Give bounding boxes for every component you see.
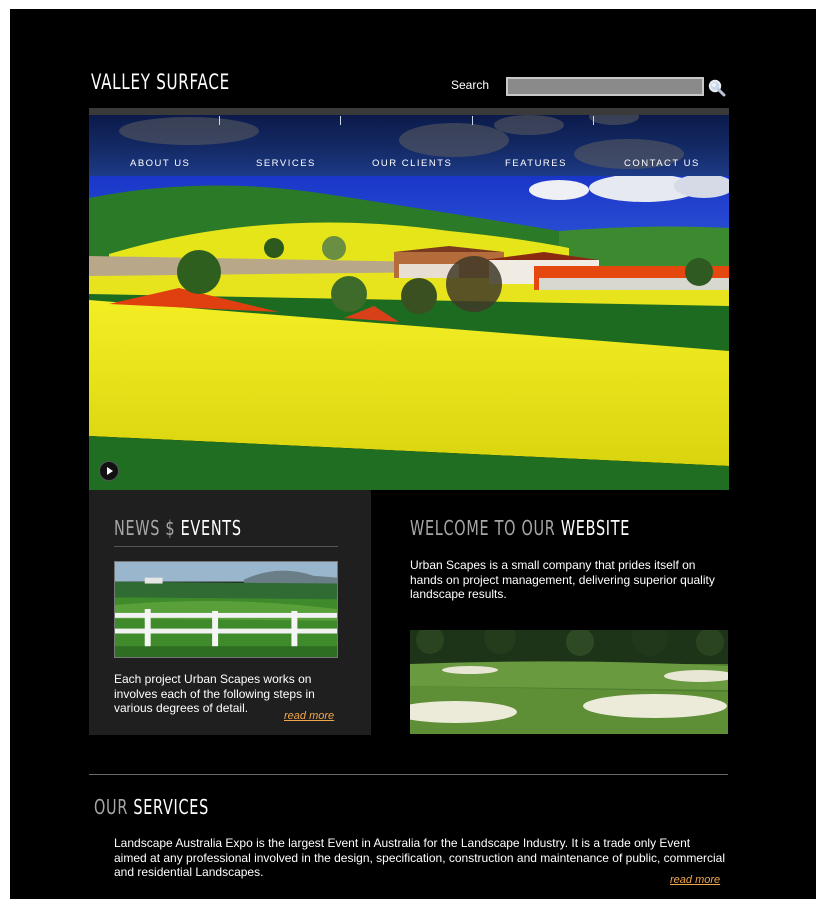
main-navigation — [89, 115, 729, 176]
news-events-heading — [114, 516, 242, 540]
news-heading-dim: NEWS $ — [114, 516, 176, 540]
search-input[interactable] — [506, 77, 704, 96]
services-read-more-link[interactable]: read more — [670, 874, 721, 886]
play-icon[interactable] — [99, 461, 119, 481]
nav-features[interactable]: FEATURES — [505, 158, 567, 169]
search-label: Search — [451, 78, 490, 92]
nav-separator — [219, 116, 220, 125]
site-logo[interactable]: VALLEY SURFACE — [91, 70, 230, 94]
welcome-heading-dim: WELCOME TO OUR — [410, 516, 556, 540]
nav-services[interactable]: SERVICES — [256, 158, 316, 169]
nav-separator — [593, 116, 594, 125]
news-heading-bright: EVENTS — [180, 516, 242, 540]
nav-cloud — [399, 123, 509, 157]
hero-landscape-image — [89, 176, 729, 490]
nav-separator — [472, 116, 473, 125]
nav-about-us[interactable]: ABOUT US — [130, 158, 191, 169]
welcome-text: Urban Scapes is a small company that prides itself on hands on project management, delivering superior quality landscape results. — [410, 558, 715, 601]
services-heading-dim: OUR — [94, 795, 129, 819]
news-read-more-link[interactable]: read more — [284, 710, 335, 722]
news-farm-image — [114, 561, 338, 658]
nav-cloud — [589, 115, 639, 125]
welcome-heading — [410, 516, 630, 540]
search-icon[interactable] — [707, 78, 727, 98]
nav-contact-us[interactable]: CONTACT US — [624, 158, 700, 169]
nav-cloud — [119, 117, 259, 145]
nav-cloud — [494, 115, 564, 135]
golf-course-image — [410, 630, 728, 734]
services-heading-bright: SERVICES — [133, 795, 209, 819]
nav-separator — [340, 116, 341, 125]
services-heading — [94, 795, 209, 819]
news-divider — [114, 546, 338, 547]
news-text: Each project Urban Scapes works on involves each of the following steps in various degrees of detail. — [114, 672, 315, 715]
nav-our-clients[interactable]: OUR CLIENTS — [372, 158, 453, 169]
section-divider — [89, 774, 728, 775]
nav-top-bar — [89, 108, 729, 115]
services-text: Landscape Australia Expo is the largest Event in Australia for the Landscape Industry. It is a trade only Event aimed at any professional involved in the design, specification, construction and maintenance of public, commercial and residential Landscapes. — [114, 836, 726, 879]
welcome-heading-bright: WEBSITE — [560, 516, 631, 540]
